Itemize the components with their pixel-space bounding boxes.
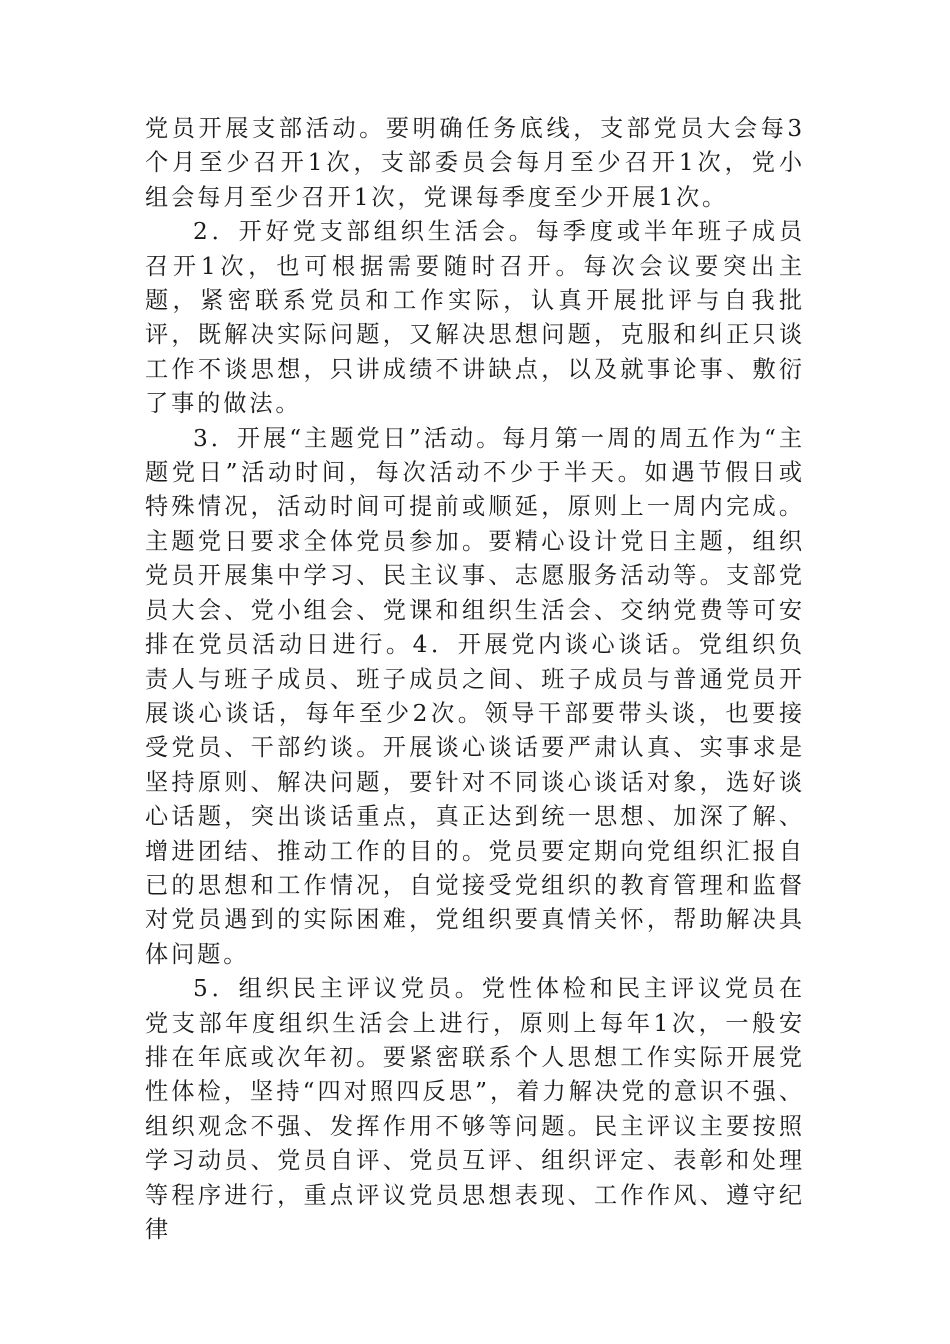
paragraph-1: 党员开展支部活动。要明确任务底线，支部党员大会每3个月至少召开1次，支部委员会每月至少召开1次，党小组会每月至少召开1次，党课每季度至少开展1次。 [145,115,805,211]
paragraph-2: 2．开好党支部组织生活会。每季度或半年班子成员召开1次，也可根据需要随时召开。每次会议要突出主题，紧密联系党员和工作实际，认真开展批评与自我批评，既解决实际问题，又解决思想问题，克服和纠正只谈工作不谈思想，只讲成绩不讲缺点，以及就事论事、敷衍了事的做法。 [145,218,805,418]
document-body [145,112,805,1247]
paragraph-3: 3．开展“主题党日”活动。每月第一周的周五作为“主题党日”活动时间，每次活动不少于半天。如遇节假日或特殊情况，活动时间可提前或顺延，原则上一周内完成。主题党日要求全体党员参加。要精心设计党日主题，组织党员开展集中学习、民主议事、志愿服务活动等。支部党员大会、党小组会、党课和组织生活会、交纳党费等可安排在党员活动日进行。4．开展党内谈心谈话。党组织负责人与班子成员、班子成员之间、班子成员与普通党员开展谈心谈话，每年至少2次。领导干部要带头谈，也要接受党员、干部约谈。开展谈心谈话要严肃认真、实事求是坚持原则、解决问题，要针对不同谈心谈话对象，选好谈心话题，突出谈话重点，真正达到统一思想、加深了解、增进团结、推动工作的目的。党员要定期向党组织汇报自已的思想和工作情况，自觉接受党组织的教育管理和监督对党员遇到的实际困难，党组织要真情关怀，帮助解决具体问题。 [145,424,805,968]
paragraph-4: 5．组织民主评议党员。党性体检和民主评议党员在党支部年度组织生活会上进行，原则上每年1次，一般安排在年底或次年初。要紧密联系个人思想工作实际开展党性体检，坚持“四对照四反思”，着力解决党的意识不强、组织观念不强、发挥作用不够等问题。民主评议主要按照学习动员、党员自评、党员互评、组织评定、表彰和处理等程序进行，重点评议党员思想表现、工作作风、遵守纪律 [145,975,805,1243]
